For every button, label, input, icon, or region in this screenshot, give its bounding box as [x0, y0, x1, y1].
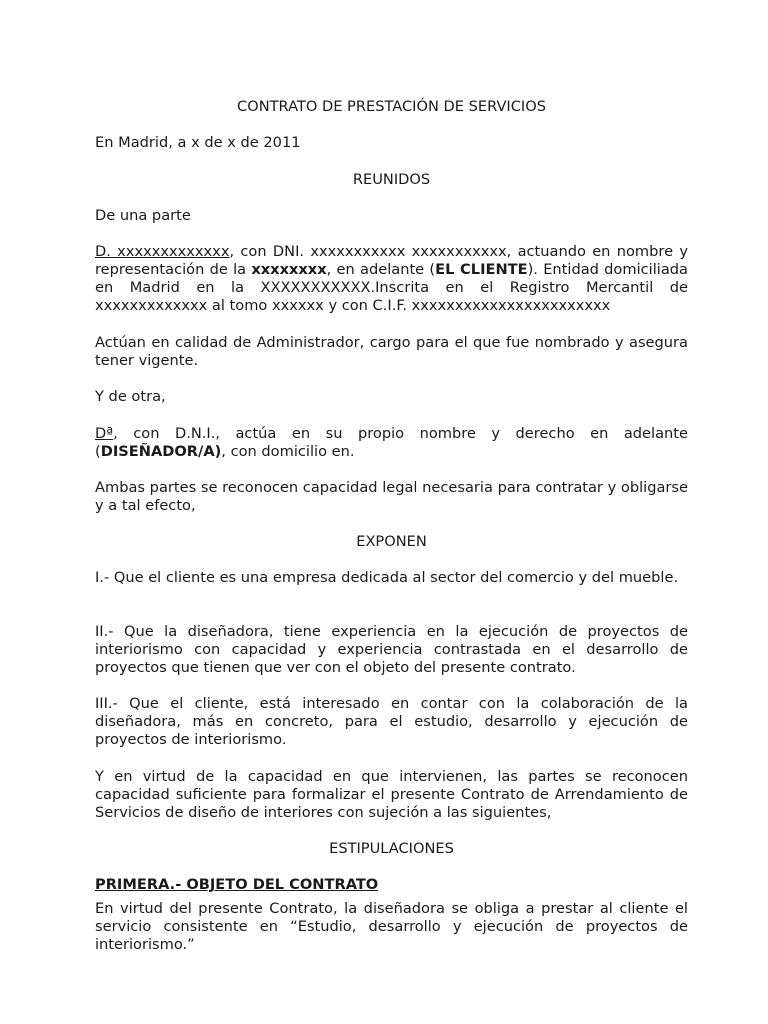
party2-role: DISEÑADOR/A): [100, 443, 222, 460]
primera-title-text: PRIMERA.- OBJETO DEL CONTRATO: [95, 876, 379, 893]
party2-text-b: , con domicilio en.: [221, 443, 355, 460]
expone-3: III.- Que el cliente, está interesado en contar con la colaboración de la diseñadora, más en concreto, para el estudio, desarrollo y ejecución de proyectos de interiorismo.: [95, 695, 688, 748]
party1-company: xxxxxxxx: [251, 261, 327, 278]
place-date: En Madrid, a x de x de 2011: [95, 134, 301, 151]
expone-4: Y en virtud de la capacidad en que intervienen, las partes se reconocen capacidad suficiente para formalizar el presente Contrato de Arrendamiento de Servicios de diseño de interiores con sujeción a las siguientes,: [95, 768, 688, 821]
party1-text-a: , con DNI. xxxxxxxxxxx xxxxxxxxxxx, actuando en nombre y representación de la: [95, 243, 688, 278]
document-title: CONTRATO DE PRESTACIÓN DE SERVICIOS: [237, 98, 546, 115]
party1-name: D. xxxxxxxxxxxxx: [95, 243, 230, 260]
party1-paragraph: [95, 243, 688, 315]
expone-1: I.- Que el cliente es una empresa dedicada al sector del comercio y del mueble.: [95, 569, 679, 586]
heading-reunidos: REUNIDOS: [352, 171, 431, 188]
actuan-paragraph: Actúan en calidad de Administrador, cargo para el que fue nombrado y asegura tener vigente.: [95, 334, 688, 369]
expone-2: II.- Que la diseñadora, tiene experiencia en la ejecución de proyectos de interiorismo con capacidad y experiencia contrastada en el desarrollo de proyectos que tienen que ver con el objeto del presente contrato.: [95, 623, 688, 676]
party2-text-a: , con D.N.I., actúa en su propio nombre y derecho en adelante (: [95, 425, 688, 460]
ambas-paragraph: Ambas partes se reconocen capacidad legal necesaria para contratar y obligarse y a tal efecto,: [95, 479, 688, 514]
heading-exponen: EXPONEN: [356, 533, 427, 550]
de-una-parte: De una parte: [95, 207, 191, 224]
party1-role: EL CLIENTE: [435, 261, 528, 278]
party1-text-b: , en adelante (: [326, 261, 436, 278]
party2-name: Dª: [95, 425, 114, 442]
primera-title: [95, 876, 688, 894]
y-de-otra: Y de otra,: [95, 388, 166, 405]
heading-estipulaciones: ESTIPULACIONES: [329, 840, 454, 857]
party1-text-c: ). Entidad domiciliada en Madrid en la XXXXXXXXXXX.Inscrita en el Registro Mercantil de xxxxxxxxxxxxx al tomo xxxxxx y con C.I.F. xxxxxxxxxxxxxxxxxxxxxxx: [95, 261, 688, 314]
primera-text: En virtud del presente Contrato, la diseñadora se obliga a prestar al cliente el servicio consistente en “Estudio, desarrollo y ejecución de proyectos de interiorismo.”: [95, 900, 688, 953]
party2-paragraph: [95, 425, 688, 461]
